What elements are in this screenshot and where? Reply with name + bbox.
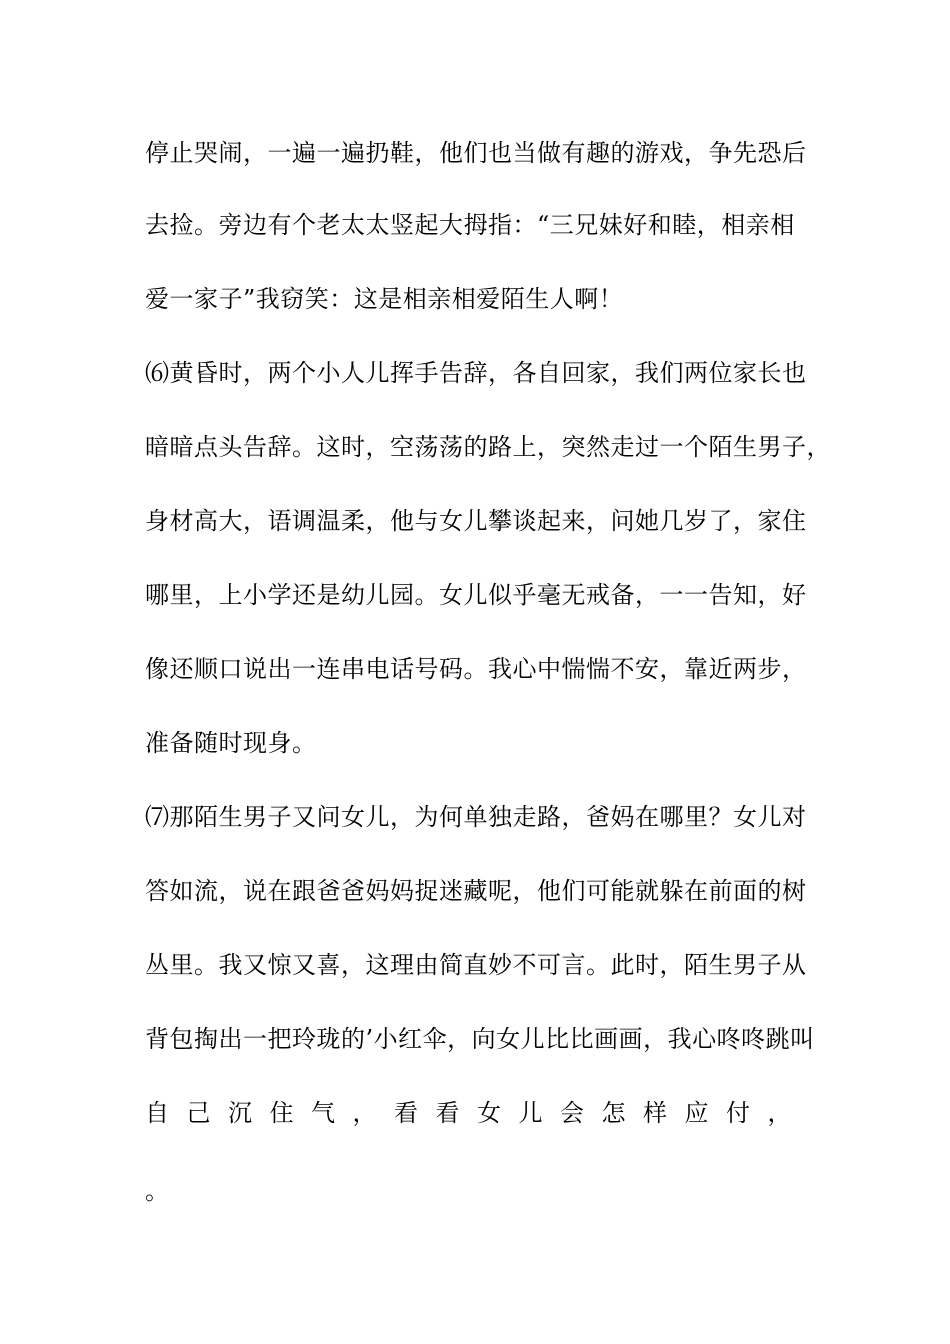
text-line: 暗暗点头告辞。这时，空荡荡的路上，突然走过一个陌生男子，	[145, 433, 831, 461]
text-line: 自己沉住气，看看女儿会怎样应付，	[145, 1099, 809, 1127]
text-line: 停止哭闹，一遍一遍扔鞋，他们也当做有趣的游戏，争先恐后	[145, 139, 807, 167]
text-line: ⑹黄昏时，两个小人儿挥手告辞，各自回家，我们两位家长也	[145, 359, 807, 387]
text-line: 丛里。我又惊又喜，这理由简直妙不可言。此时，陌生男子从	[145, 951, 807, 979]
text-line: 去捡。旁边有个老太太竖起大拇指：“三兄妹好和睦，相亲相	[145, 211, 795, 239]
text-line: 答如流，说在跟爸爸妈妈捉迷藏呢，他们可能就躲在前面的树	[145, 877, 807, 905]
text-line: 准备随时现身。	[145, 729, 317, 757]
text-line: 背包掏出一把玲珑的’小红伞，向女儿比比画画，我心咚咚跳叫	[145, 1025, 815, 1053]
text-line: ⑺那陌生男子又问女儿，为何单独走路，爸妈在哪里？女儿对	[145, 803, 807, 831]
text-line: 爱一家子”我窃笑：这是相亲相爱陌生人啊！	[145, 285, 624, 313]
text-line: 。	[145, 1177, 170, 1205]
text-line: 身材高大，语调温柔，他与女儿攀谈起来，问她几岁了，家住	[145, 507, 807, 535]
text-line: 像还顺口说出一连串电话号码。我心中惴惴不安，靠近两步，	[145, 655, 807, 683]
text-line: 哪里，上小学还是幼儿园。女儿似乎毫无戒备，一一告知，好	[145, 581, 807, 609]
